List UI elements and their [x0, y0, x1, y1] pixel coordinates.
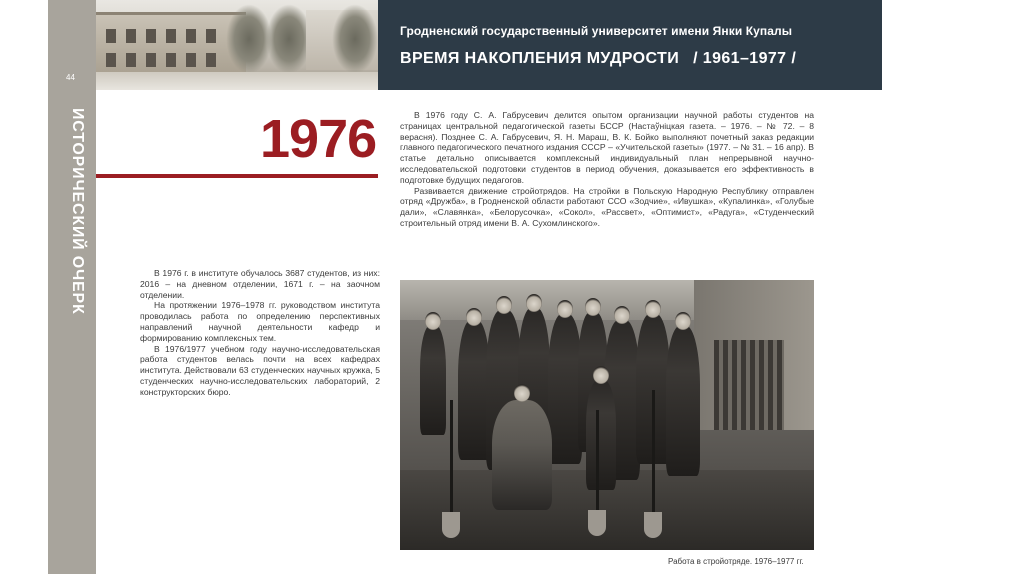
header-subtitle [400, 50, 796, 68]
photo-person-seated [586, 380, 616, 490]
photo-shovel-handle [596, 410, 599, 520]
photo-person-head [557, 300, 573, 318]
header-subtitle-text: ВРЕМЯ НАКОПЛЕНИЯ МУДРОСТИ [400, 50, 680, 67]
header-title: Гродненский государственный университет имени Янки Купалы [400, 24, 793, 38]
photo-shovel-handle [652, 390, 655, 520]
photo-person [548, 314, 582, 464]
building-window [126, 53, 136, 67]
construction-team-photo [400, 280, 814, 550]
photo-fence [714, 340, 784, 430]
building-window [146, 53, 156, 67]
paragraph: В 1976/1977 учебном году научно-исследовательская работа студентов велась почти на всех кафедрах института. Действовали 63 студенческих научных кружка, 5 студенческих научно-исследовательских лабораторий, 2 конструкторских бюро. [140, 343, 380, 397]
building-window [106, 53, 116, 67]
left-column-text [140, 268, 380, 398]
photo-person-head [675, 312, 691, 330]
photo-shovel-blade [442, 512, 460, 538]
building-window [206, 29, 216, 43]
photo-person-head [514, 384, 530, 402]
photo-person-kneeling [492, 400, 552, 510]
photo-person-head [593, 366, 609, 384]
paragraph: В 1976 году С. А. Габрусевич делится опытом организации научной работы студентов на страницах центральной педагогической газеты БССР (Настаўніцкая газета. – 1976. – № 72. – 8 верасня). Позднее С. А. Габрусевич, Я. Н. Мараш, В. К. Бойко выполняют почетный заказ редакции главного педагогического печатного издания СССР – «Учительской газеты» (1977. – № 31. – 16 апр). В статье детально описывается комплексный индивидуальный план непрерывной научно-исследовательской подготовки студентов в период обучения, доказывается его эффективность в подготовке будущих педагогов. [400, 110, 814, 185]
paragraph: На протяжении 1976–1978 гг. руководством института проводилась работа по определению перспективных направлений научной деятельности кафедр и формированию комплексных тем. [140, 300, 380, 343]
page-number: 44 [66, 73, 75, 82]
photo-person-head [614, 306, 630, 324]
photo-shovel-blade [644, 512, 662, 538]
section-title-vertical: ИСТОРИЧЕСКИЙ ОЧЕРК [69, 108, 86, 315]
right-column-text [400, 110, 814, 229]
year-divider [96, 174, 378, 178]
photo-shovel-handle [450, 400, 453, 520]
photo-shovel-blade [588, 510, 606, 536]
building-window [146, 29, 156, 43]
photo-person-head [466, 308, 482, 326]
header-photo-ground [96, 72, 378, 90]
building-window [106, 29, 116, 43]
header-photo-tree [332, 4, 378, 74]
photo-person-head [425, 312, 441, 330]
building-window [186, 53, 196, 67]
photo-caption: Работа в стройотряде. 1976–1977 гг. [668, 557, 804, 566]
photo-person [420, 325, 446, 435]
photo-person [666, 326, 700, 476]
photo-person-head [585, 298, 601, 316]
building-window [126, 29, 136, 43]
header-photo-building [96, 12, 246, 77]
building-window [186, 29, 196, 43]
building-window [206, 53, 216, 67]
header-campus-photo [96, 0, 378, 90]
paragraph: Развивается движение стройотрядов. На стройки в Польскую Народную Республику отправлен отряд «Дружба», в Гродненской области работают ССО «Зодчие», «Ивушка», «Купалинка», «Голубые дали», «Славянка», «Белорусочка», «Сокол», «Рассвет», «Оптимист», «Радуга», «Студенческий строительный отряд имени В. А. Сухомлинского». [400, 185, 814, 228]
paragraph: В 1976 г. в институте обучалось 3687 студентов, из них: 2016 – на дневном отделении, 1671 г. – на заочном отделении. [140, 268, 380, 300]
building-window [166, 53, 176, 67]
photo-person-head [645, 300, 661, 318]
photo-person-head [526, 294, 542, 312]
building-window [166, 29, 176, 43]
year-heading: 1976 [260, 109, 377, 169]
photo-person-head [496, 296, 512, 314]
header-years: / 1961–1977 / [693, 50, 797, 67]
